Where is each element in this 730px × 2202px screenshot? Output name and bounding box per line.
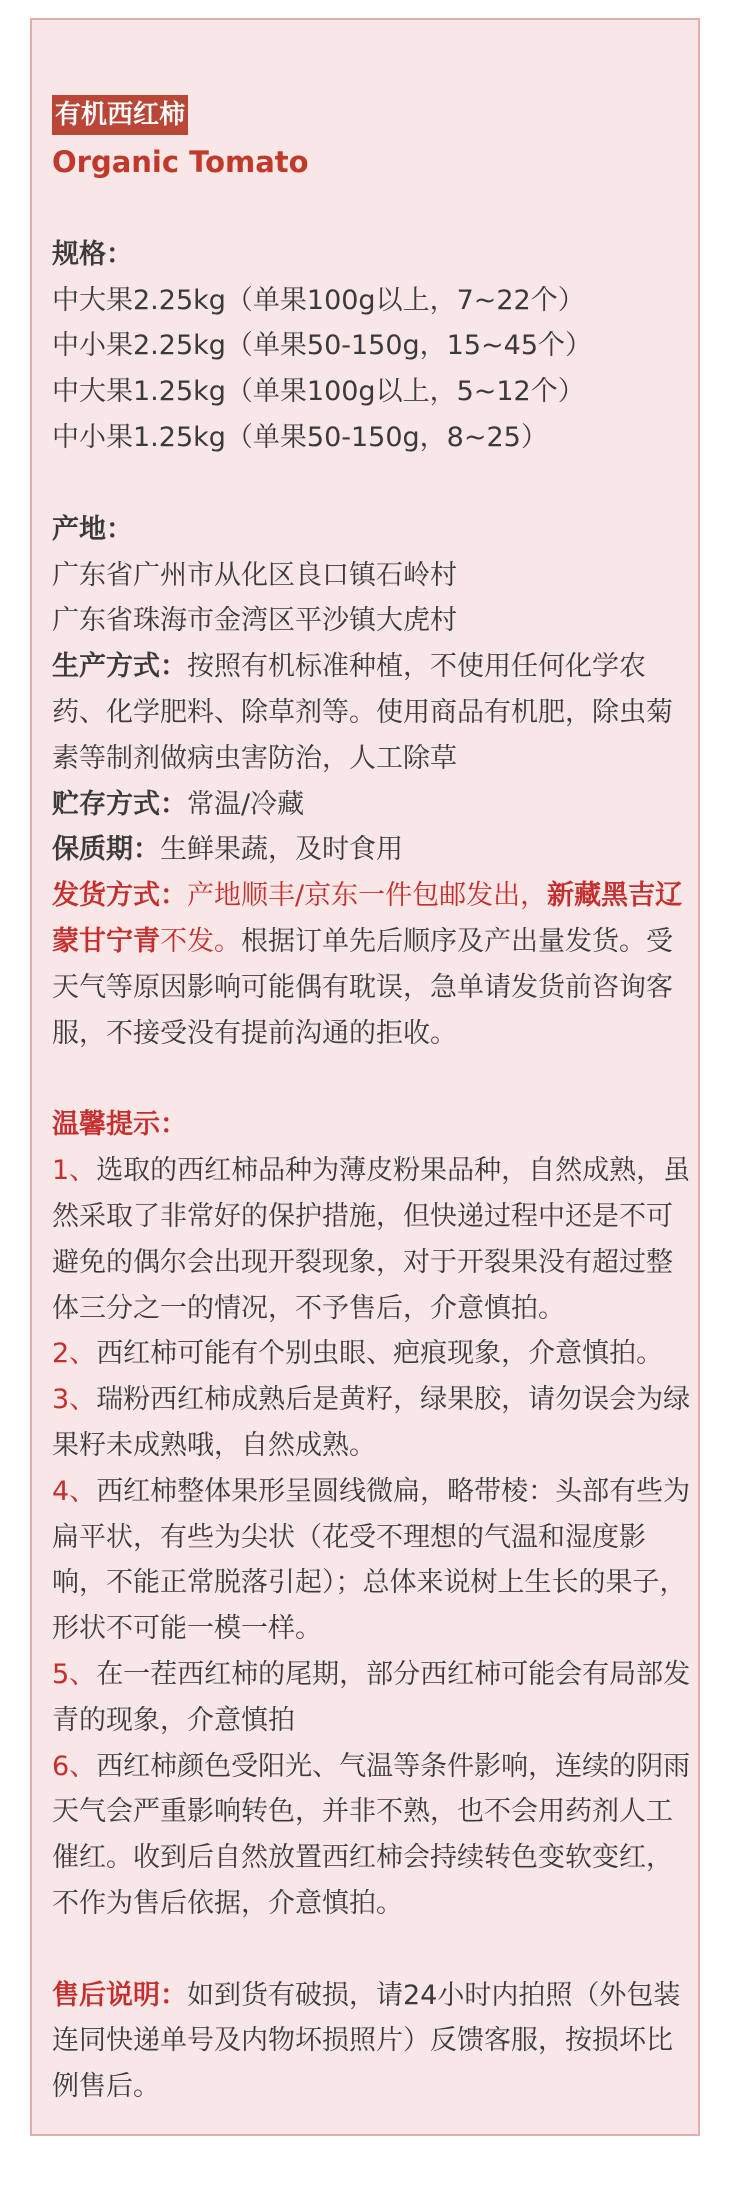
- origin-section: [52, 507, 692, 644]
- spec-section: [52, 232, 692, 461]
- origin-line: 广东省广州市从化区良口镇石岭村: [52, 559, 457, 591]
- tip-text: 西红柿颜色受阳光、气温等条件影响，连续的阴雨天气会严重影响转色，并非不熟，也不会用药剂人工催红。收到后自然放置西红柿会持续转色变软变红，不作为售后依据，介意慎拍。: [52, 1750, 691, 1919]
- production-text: 按照有机标准种植，不使用任何化学农药、化学肥料、除草剂等。使用商品有机肥，除虫菊素等制剂做病虫害防治，人工除草: [52, 651, 673, 774]
- spacer: [52, 1056, 692, 1102]
- shipping-label: 发货方式：: [52, 880, 187, 912]
- after-sales-label: 售后说明：: [52, 1979, 187, 2011]
- tip-text: 西红柿整体果形呈圆线微扁，略带棱：头部有些为扁平状，有些为尖状（花受不理想的气温和湿度影响，不能正常脱落引起）；总体来说树上生长的果子，形状不可能一模一样。: [52, 1475, 691, 1645]
- tip-number: 4、: [52, 1475, 97, 1507]
- origin-label: 产地：: [52, 513, 133, 545]
- tip-text: 在一茬西红柿的尾期，部分西红柿可能会有局部发青的现象，介意慎拍: [52, 1658, 691, 1736]
- spec-item: 中大果2.25kg（单果100g以上，7~22个）: [52, 284, 585, 316]
- tip-item: [52, 1148, 692, 1331]
- tip-item: [52, 1331, 692, 1377]
- storage-text: 常温/冷藏: [187, 788, 305, 820]
- product-title-cn: 有机西红柿: [52, 95, 188, 135]
- tip-number: 2、: [52, 1338, 97, 1370]
- after-sales-text: 如到货有破损，请24小时内拍照（外包装连同快递单号及内物坏损照片）反馈客服，按损坏比例售后。: [52, 1979, 681, 2103]
- shelf-life-label: 保质期：: [52, 834, 160, 866]
- shipping-excluded-regions: 新藏黑吉辽蒙甘宁青: [52, 880, 683, 957]
- origin-line: 广东省珠海市金湾区平沙镇大虎村: [52, 605, 457, 637]
- tips-section: [52, 1102, 692, 1926]
- shelf-life-text: 生鲜果蔬，及时食用: [160, 834, 403, 866]
- spec-label: 规格：: [52, 238, 133, 270]
- spacer: [52, 186, 692, 232]
- tip-text: 西红柿可能有个别虫眼、疤痕现象，介意慎拍。: [96, 1338, 664, 1370]
- production-label: 生产方式：: [52, 651, 187, 683]
- tip-item: [52, 1377, 692, 1469]
- spec-item: 中小果2.25kg（单果50-150g，15~45个）: [52, 330, 592, 362]
- shelf-life-section: [52, 827, 692, 873]
- shipping-red-text-2: 不发。: [160, 925, 241, 957]
- tip-item: [52, 1652, 692, 1744]
- tip-text: 选取的西红柿品种为薄皮粉果品种，自然成熟，虽然采取了非常好的保护措施，但快递过程中还是不可避免的偶尔会出现开裂现象，对于开裂果没有超过整体三分之一的情况，不予售后，介意慎拍。: [52, 1155, 691, 1324]
- after-sales-section: [52, 1973, 692, 2110]
- spacer: [52, 461, 692, 507]
- title-block: [52, 92, 692, 186]
- shipping-text: 根据订单先后顺序及产出量发货。受天气等原因影响可能偶有耽误，急单请发货前咨询客服，不接受没有提前沟通的拒收。: [52, 925, 673, 1049]
- storage-label: 贮存方式：: [52, 788, 187, 820]
- tip-number: 6、: [52, 1750, 97, 1782]
- spec-item: 中大果1.25kg（单果100g以上，5~12个）: [52, 376, 585, 408]
- tip-item: [52, 1469, 692, 1652]
- tip-number: 3、: [52, 1384, 97, 1416]
- tip-text: 瑞粉西红柿成熟后是黄籽，绿果胶，请勿误会为绿果籽未成熟哦，自然成熟。: [52, 1384, 691, 1461]
- spacer: [52, 1927, 692, 1973]
- tip-item: [52, 1744, 692, 1927]
- tips-label: 温馨提示：: [52, 1109, 187, 1141]
- shipping-red-text: 产地顺丰/京东一件包邮发出，: [187, 880, 548, 912]
- production-section: [52, 644, 692, 781]
- product-title-en: Organic Tomato: [52, 144, 309, 179]
- storage-section: [52, 782, 692, 828]
- product-info-content: [52, 92, 692, 2110]
- product-info-card: [30, 18, 700, 2136]
- shipping-section: [52, 873, 692, 1056]
- tip-number: 5、: [52, 1658, 97, 1690]
- spec-item: 中小果1.25kg（单果50-150g，8~25）: [52, 421, 548, 453]
- tip-number: 1、: [52, 1155, 97, 1187]
